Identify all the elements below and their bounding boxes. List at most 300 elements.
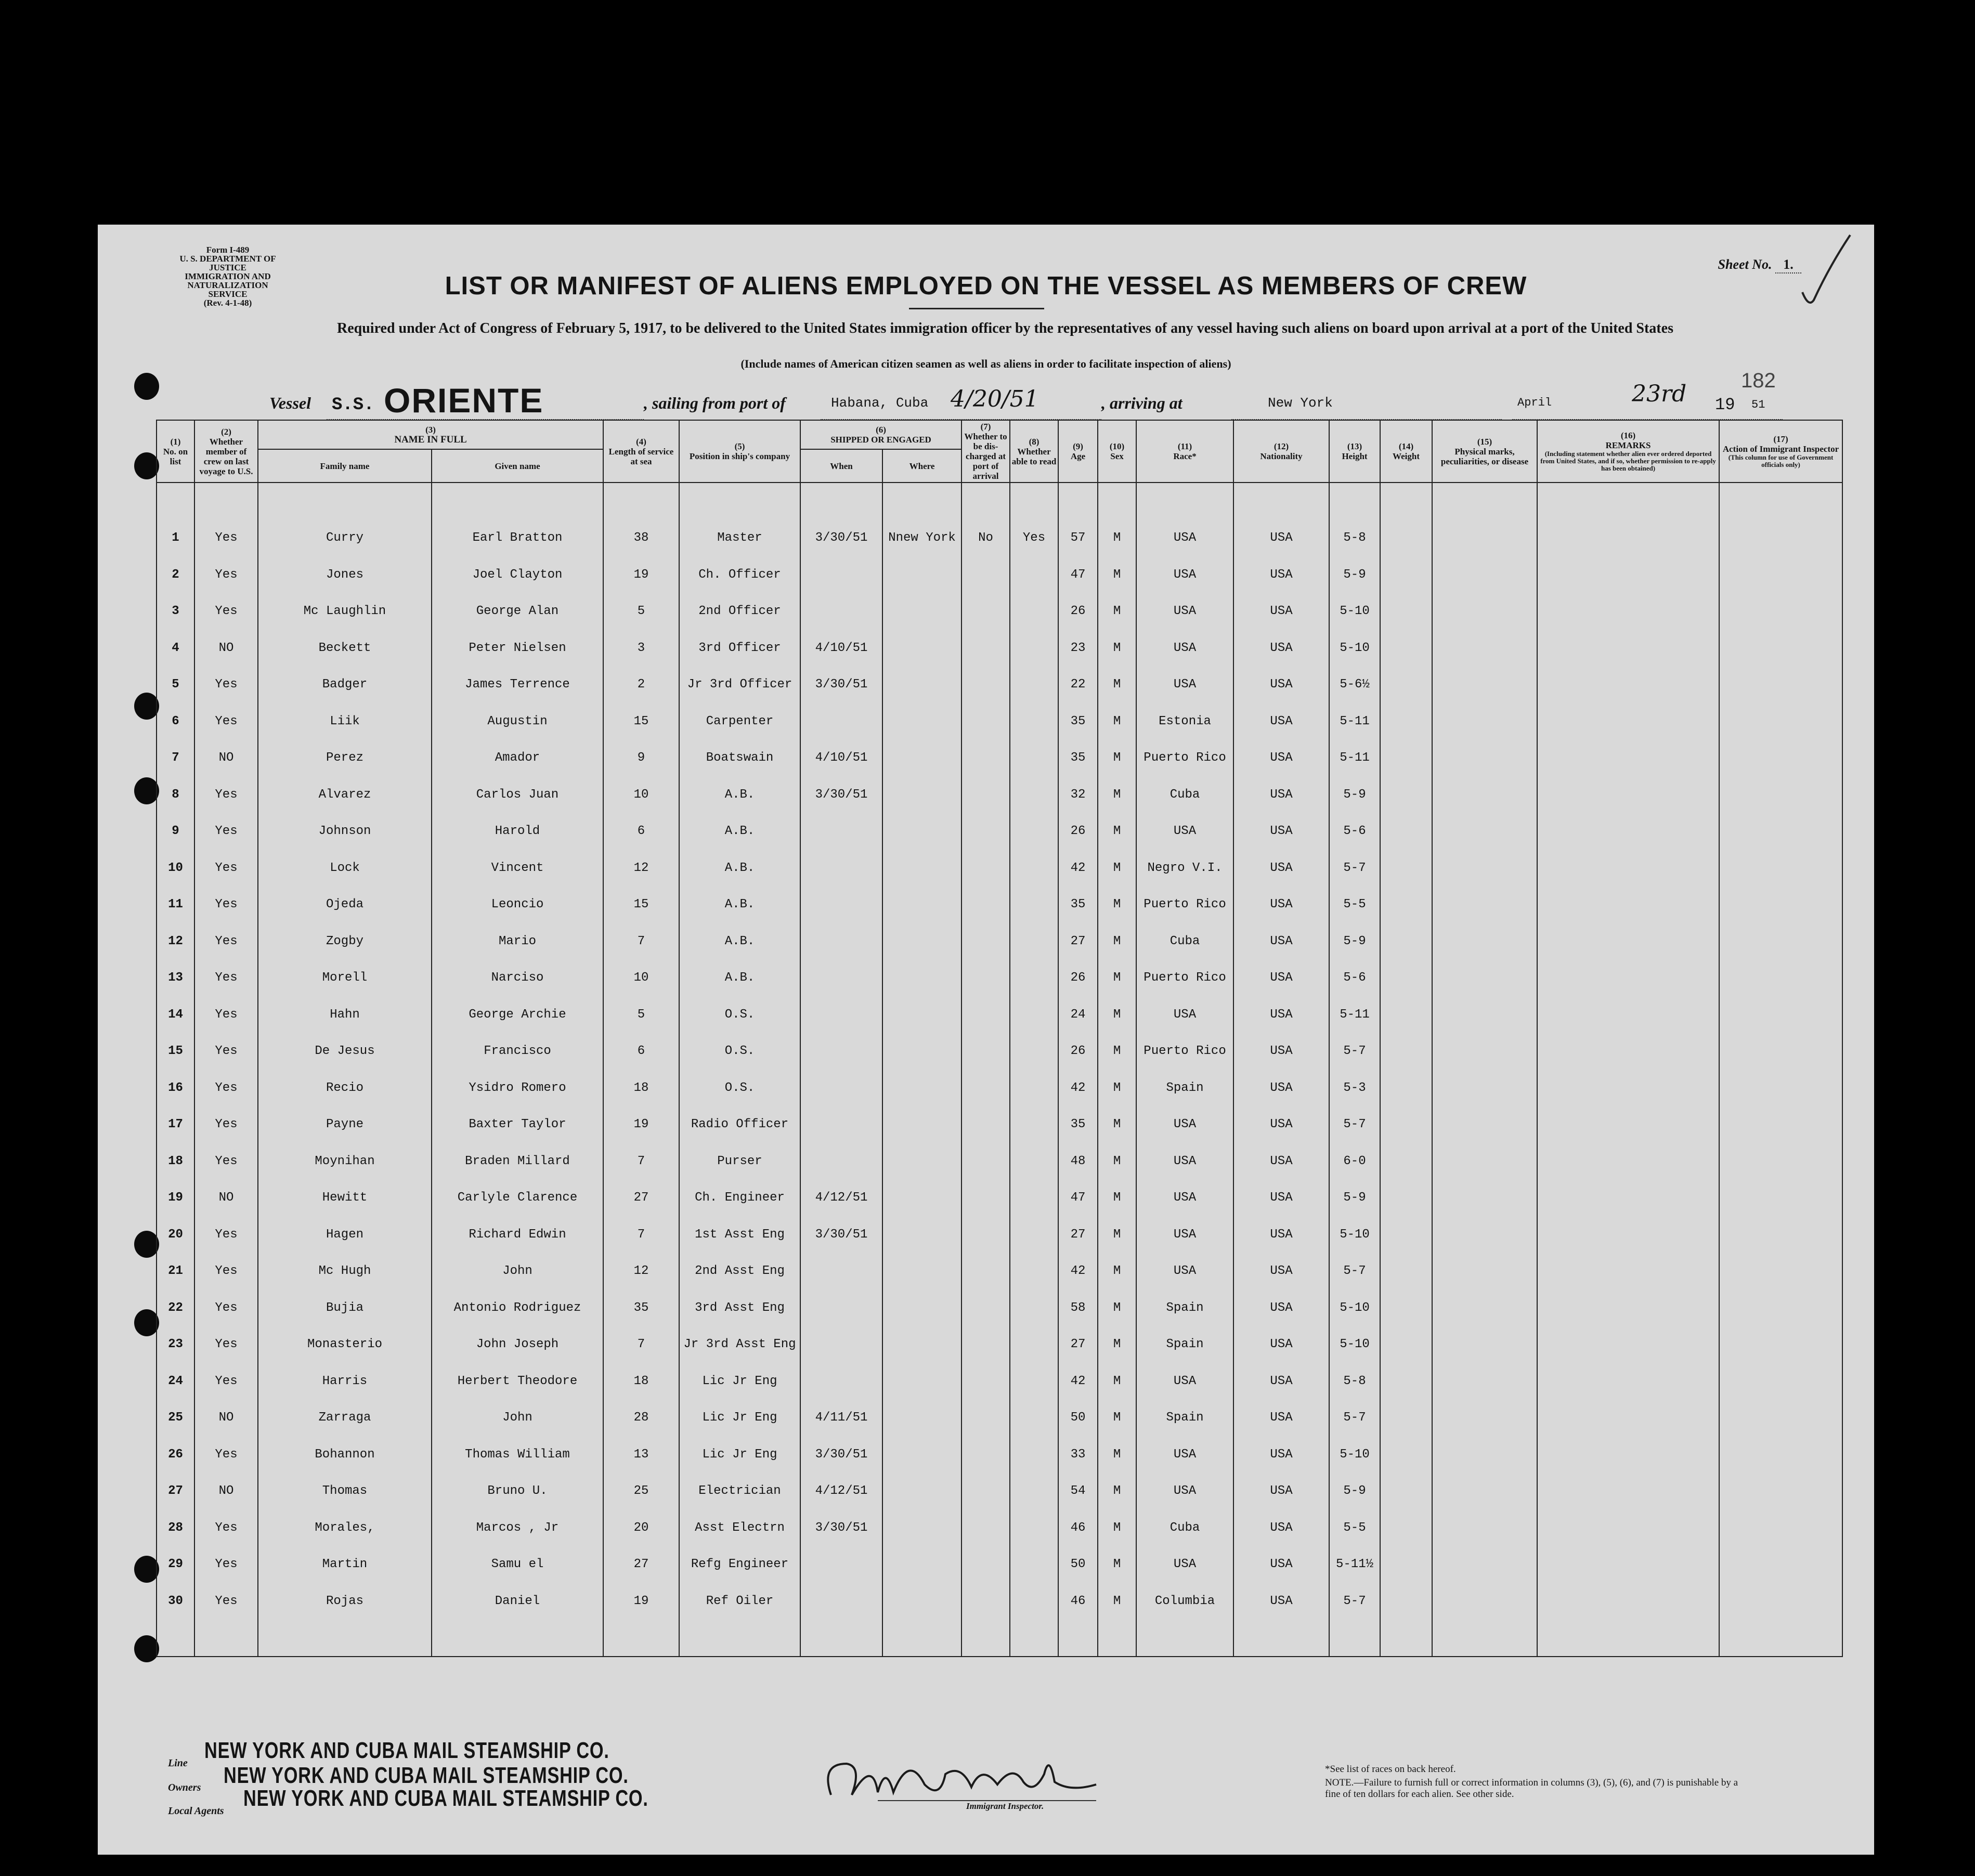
shipped-where-cell xyxy=(882,593,961,630)
service-years-cell: 12 xyxy=(603,850,679,887)
service-years-cell: 6 xyxy=(603,813,679,850)
remarks-cell xyxy=(1537,1546,1719,1583)
height-cell: 5-11 xyxy=(1329,703,1380,740)
height-cell: 5-7 xyxy=(1329,1106,1380,1143)
family-name-cell: Jones xyxy=(258,556,432,593)
shipped-where-cell xyxy=(882,850,961,887)
able-to-read-cell xyxy=(1010,960,1058,997)
last-voyage-cell: Yes xyxy=(194,960,258,997)
table-row xyxy=(157,1180,1842,1217)
shipped-where-cell xyxy=(882,1106,961,1143)
service-years-cell: 10 xyxy=(603,776,679,813)
height-cell: 5-6 xyxy=(1329,960,1380,997)
service-years-cell: 18 xyxy=(603,1070,679,1106)
able-to-read-cell xyxy=(1010,1070,1058,1106)
discharged-cell xyxy=(961,1400,1010,1437)
physical-marks-cell xyxy=(1432,1033,1537,1070)
service-years-cell: 15 xyxy=(603,703,679,740)
last-voyage-cell: Yes xyxy=(194,776,258,813)
shipped-where-cell xyxy=(882,1546,961,1583)
table-row xyxy=(157,1289,1842,1326)
family-name-cell: Hewitt xyxy=(258,1180,432,1217)
family-name-cell: Hahn xyxy=(258,996,432,1033)
able-to-read-cell: Yes xyxy=(1010,520,1058,557)
remarks-cell xyxy=(1537,556,1719,593)
height-cell: 5-7 xyxy=(1329,850,1380,887)
remarks-cell xyxy=(1537,520,1719,557)
discharged-cell xyxy=(961,923,1010,960)
last-voyage-cell: Yes xyxy=(194,556,258,593)
race-note: *See list of races on back hereof. xyxy=(1325,1764,1456,1775)
nationality-cell: USA xyxy=(1233,776,1329,813)
remarks-cell xyxy=(1537,1436,1719,1473)
discharged-cell xyxy=(961,1289,1010,1326)
position-cell: A.B. xyxy=(679,960,800,997)
able-to-read-cell xyxy=(1010,996,1058,1033)
position-cell: Purser xyxy=(679,1143,800,1180)
sex-cell: M xyxy=(1098,996,1136,1033)
able-to-read-cell xyxy=(1010,1509,1058,1546)
race-cell: USA xyxy=(1136,593,1233,630)
table-row xyxy=(157,1546,1842,1583)
given-name-cell: Thomas William xyxy=(432,1436,603,1473)
sex-cell: M xyxy=(1098,1326,1136,1363)
shipped-when-cell xyxy=(800,703,882,740)
shipped-when-cell xyxy=(800,1326,882,1363)
given-name-cell: John xyxy=(432,1253,603,1290)
given-name-cell: Amador xyxy=(432,740,603,777)
family-name-cell: Mc Laughlin xyxy=(258,593,432,630)
sex-cell: M xyxy=(1098,1363,1136,1400)
able-to-read-cell xyxy=(1010,1253,1058,1290)
service-years-cell: 25 xyxy=(603,1473,679,1510)
binder-hole xyxy=(134,1556,159,1583)
family-name-cell: Hagen xyxy=(258,1216,432,1253)
inspector-action-cell xyxy=(1719,813,1842,850)
physical-marks-cell xyxy=(1432,813,1537,850)
row-number-cell: 29 xyxy=(157,1546,194,1583)
position-cell: Ch. Officer xyxy=(679,556,800,593)
service-years-cell: 19 xyxy=(603,1583,679,1620)
weight-cell xyxy=(1380,1143,1432,1180)
table-row xyxy=(157,1436,1842,1473)
table-row xyxy=(157,1473,1842,1510)
remarks-cell xyxy=(1537,1289,1719,1326)
last-voyage-cell: Yes xyxy=(194,1033,258,1070)
last-voyage-cell: Yes xyxy=(194,1289,258,1326)
inspector-action-cell xyxy=(1719,556,1842,593)
race-cell: USA xyxy=(1136,1473,1233,1510)
page-title: LIST OR MANIFEST OF ALIENS EMPLOYED ON THE VESSEL AS MEMBERS OF CREW xyxy=(445,272,1527,300)
age-cell: 54 xyxy=(1058,1473,1098,1510)
remarks-cell xyxy=(1537,1253,1719,1290)
table-row xyxy=(157,1326,1842,1363)
form-revision: (Rev. 4-1-48) xyxy=(203,298,252,308)
sex-cell: M xyxy=(1098,960,1136,997)
col-header-number: (1) No. on list xyxy=(157,420,194,483)
able-to-read-cell xyxy=(1010,887,1058,923)
shipped-when-cell: 4/10/51 xyxy=(800,740,882,777)
race-cell: USA xyxy=(1136,1180,1233,1217)
row-number-cell: 2 xyxy=(157,556,194,593)
table-row xyxy=(157,960,1842,997)
remarks-cell xyxy=(1537,740,1719,777)
service-years-cell: 6 xyxy=(603,1033,679,1070)
row-number-cell: 14 xyxy=(157,996,194,1033)
able-to-read-cell xyxy=(1010,1436,1058,1473)
race-cell: USA xyxy=(1136,1363,1233,1400)
weight-cell xyxy=(1380,556,1432,593)
col-header-family-name: Family name xyxy=(258,449,432,483)
binder-hole xyxy=(134,373,159,400)
row-number-cell: 16 xyxy=(157,1070,194,1106)
sailing-date: 4/20/51 xyxy=(951,386,1039,412)
able-to-read-cell xyxy=(1010,1583,1058,1620)
last-voyage-cell: Yes xyxy=(194,1363,258,1400)
remarks-cell xyxy=(1537,1363,1719,1400)
height-cell: 5-5 xyxy=(1329,1509,1380,1546)
inspector-action-cell xyxy=(1719,740,1842,777)
shipped-when-cell: 4/12/51 xyxy=(800,1180,882,1217)
sex-cell: M xyxy=(1098,1253,1136,1290)
given-name-cell: Carlos Juan xyxy=(432,776,603,813)
age-cell: 32 xyxy=(1058,776,1098,813)
physical-marks-cell xyxy=(1432,996,1537,1033)
remarks-cell xyxy=(1537,776,1719,813)
col-header-shipped: (6) SHIPPED OR ENGAGED xyxy=(800,420,961,449)
remarks-cell xyxy=(1537,1216,1719,1253)
service-years-cell: 2 xyxy=(603,667,679,703)
shipped-when-cell: 4/12/51 xyxy=(800,1473,882,1510)
remarks-cell xyxy=(1537,1070,1719,1106)
inspector-action-cell xyxy=(1719,1546,1842,1583)
position-cell: Asst Electrn xyxy=(679,1509,800,1546)
sex-cell: M xyxy=(1098,776,1136,813)
nationality-cell: USA xyxy=(1233,1033,1329,1070)
sheet-value: 1. xyxy=(1775,257,1801,273)
shipped-where-cell xyxy=(882,1143,961,1180)
row-number-cell: 15 xyxy=(157,1033,194,1070)
family-name-cell: Martin xyxy=(258,1546,432,1583)
weight-cell xyxy=(1380,1216,1432,1253)
row-number-cell: 8 xyxy=(157,776,194,813)
table-row xyxy=(157,813,1842,850)
given-name-cell: Baxter Taylor xyxy=(432,1106,603,1143)
given-name-cell: Earl Bratton xyxy=(432,520,603,557)
age-cell: 48 xyxy=(1058,1143,1098,1180)
arrival-month: April xyxy=(1517,396,1552,409)
race-cell: Negro V.I. xyxy=(1136,850,1233,887)
inspector-action-cell xyxy=(1719,850,1842,887)
sex-cell: M xyxy=(1098,520,1136,557)
given-name-cell: George Archie xyxy=(432,996,603,1033)
voyage-line xyxy=(269,381,1803,422)
race-cell: Cuba xyxy=(1136,776,1233,813)
weight-cell xyxy=(1380,1180,1432,1217)
height-cell: 5-7 xyxy=(1329,1400,1380,1437)
race-cell: Cuba xyxy=(1136,923,1233,960)
race-cell: Cuba xyxy=(1136,1509,1233,1546)
table-row xyxy=(157,1033,1842,1070)
inspector-action-cell xyxy=(1719,1289,1842,1326)
col-header-nationality: (12) Nationality xyxy=(1233,420,1329,483)
age-cell: 42 xyxy=(1058,1363,1098,1400)
last-voyage-cell: Yes xyxy=(194,1326,258,1363)
sex-cell: M xyxy=(1098,813,1136,850)
position-cell: 1st Asst Eng xyxy=(679,1216,800,1253)
discharged-cell xyxy=(961,667,1010,703)
inspector-action-cell xyxy=(1719,1033,1842,1070)
form-number: Form I-489 xyxy=(206,245,250,255)
position-cell: Ref Oiler xyxy=(679,1583,800,1620)
weight-cell xyxy=(1380,667,1432,703)
age-cell: 35 xyxy=(1058,1106,1098,1143)
row-number-cell: 20 xyxy=(157,1216,194,1253)
shipped-when-cell: 4/11/51 xyxy=(800,1400,882,1437)
nationality-cell: USA xyxy=(1233,1436,1329,1473)
family-name-cell: Harris xyxy=(258,1363,432,1400)
given-name-cell: Vincent xyxy=(432,850,603,887)
nationality-cell: USA xyxy=(1233,740,1329,777)
height-cell: 5-10 xyxy=(1329,1326,1380,1363)
weight-cell xyxy=(1380,1546,1432,1583)
inspector-action-cell xyxy=(1719,1143,1842,1180)
race-cell: USA xyxy=(1136,630,1233,667)
table-row xyxy=(157,703,1842,740)
age-cell: 24 xyxy=(1058,996,1098,1033)
remarks-cell xyxy=(1537,1326,1719,1363)
family-name-cell: Liik xyxy=(258,703,432,740)
last-voyage-cell: Yes xyxy=(194,887,258,923)
remarks-cell xyxy=(1537,593,1719,630)
shipped-where-cell xyxy=(882,1473,961,1510)
line-stamp: NEW YORK AND CUBA MAIL STEAMSHIP CO. xyxy=(204,1738,609,1763)
height-cell: 5-9 xyxy=(1329,776,1380,813)
physical-marks-cell xyxy=(1432,520,1537,557)
discharged-cell xyxy=(961,1106,1010,1143)
shipped-when-cell: 3/30/51 xyxy=(800,776,882,813)
family-name-cell: De Jesus xyxy=(258,1033,432,1070)
family-name-cell: Morales, xyxy=(258,1509,432,1546)
weight-cell xyxy=(1380,1363,1432,1400)
age-cell: 26 xyxy=(1058,593,1098,630)
height-cell: 5-7 xyxy=(1329,1253,1380,1290)
age-cell: 33 xyxy=(1058,1436,1098,1473)
shipped-when-cell: 3/30/51 xyxy=(800,1216,882,1253)
sex-cell: M xyxy=(1098,740,1136,777)
last-voyage-cell: Yes xyxy=(194,667,258,703)
remarks-cell xyxy=(1537,813,1719,850)
able-to-read-cell xyxy=(1010,556,1058,593)
height-cell: 5-11 xyxy=(1329,740,1380,777)
col-header-when: When xyxy=(800,449,882,483)
nationality-cell: USA xyxy=(1233,887,1329,923)
age-cell: 22 xyxy=(1058,667,1098,703)
able-to-read-cell xyxy=(1010,1033,1058,1070)
page-number: 182 xyxy=(1741,369,1776,392)
shipped-when-cell: 3/30/51 xyxy=(800,520,882,557)
weight-cell xyxy=(1380,1033,1432,1070)
table-row xyxy=(157,923,1842,960)
nationality-cell: USA xyxy=(1233,1216,1329,1253)
height-cell: 5-6 xyxy=(1329,813,1380,850)
col-header-race: (11) Race* xyxy=(1136,420,1233,483)
nationality-cell: USA xyxy=(1233,1070,1329,1106)
weight-cell xyxy=(1380,1583,1432,1620)
shipped-when-cell xyxy=(800,887,882,923)
age-cell: 58 xyxy=(1058,1289,1098,1326)
service-years-cell: 10 xyxy=(603,960,679,997)
physical-marks-cell xyxy=(1432,667,1537,703)
row-number-cell: 17 xyxy=(157,1106,194,1143)
inspector-action-cell xyxy=(1719,1363,1842,1400)
inspector-action-cell xyxy=(1719,1436,1842,1473)
given-name-cell: Harold xyxy=(432,813,603,850)
weight-cell xyxy=(1380,923,1432,960)
shipped-where-cell xyxy=(882,887,961,923)
able-to-read-cell xyxy=(1010,630,1058,667)
inspector-action-cell xyxy=(1719,996,1842,1033)
height-cell: 5-11½ xyxy=(1329,1546,1380,1583)
shipped-when-cell xyxy=(800,1289,882,1326)
sex-cell: M xyxy=(1098,1216,1136,1253)
col-header-name: (3) NAME IN FULL xyxy=(258,420,603,449)
able-to-read-cell xyxy=(1010,923,1058,960)
family-name-cell: Moynihan xyxy=(258,1143,432,1180)
inspector-action-cell xyxy=(1719,1326,1842,1363)
race-cell: USA xyxy=(1136,813,1233,850)
row-number-cell: 1 xyxy=(157,520,194,557)
able-to-read-cell xyxy=(1010,1326,1058,1363)
shipped-when-cell xyxy=(800,996,882,1033)
shipped-when-cell xyxy=(800,960,882,997)
service-years-cell: 7 xyxy=(603,1143,679,1180)
table-row xyxy=(157,996,1842,1033)
shipped-where-cell xyxy=(882,703,961,740)
age-cell: 35 xyxy=(1058,887,1098,923)
weight-cell xyxy=(1380,1436,1432,1473)
include-note: (Include names of American citizen seamen as well as aliens in order to facilitate inspection of aliens) xyxy=(740,357,1231,370)
owners-stamp: NEW YORK AND CUBA MAIL STEAMSHIP CO. xyxy=(224,1763,629,1788)
service-years-cell: 35 xyxy=(603,1289,679,1326)
table-row xyxy=(157,776,1842,813)
shipped-where-cell xyxy=(882,960,961,997)
able-to-read-cell xyxy=(1010,593,1058,630)
nationality-cell: USA xyxy=(1233,923,1329,960)
shipped-when-cell xyxy=(800,1583,882,1620)
height-cell: 5-3 xyxy=(1329,1070,1380,1106)
vessel-label: Vessel xyxy=(269,394,311,412)
race-cell: USA xyxy=(1136,1216,1233,1253)
race-cell: Puerto Rico xyxy=(1136,1033,1233,1070)
table-row xyxy=(157,1253,1842,1290)
inspector-action-cell xyxy=(1719,1180,1842,1217)
sex-cell: M xyxy=(1098,667,1136,703)
age-cell: 46 xyxy=(1058,1583,1098,1620)
age-cell: 47 xyxy=(1058,556,1098,593)
year-prefix: 19 xyxy=(1715,395,1735,414)
position-cell: 3rd Officer xyxy=(679,630,800,667)
shipped-when-cell xyxy=(800,1033,882,1070)
nationality-cell: USA xyxy=(1233,1326,1329,1363)
physical-marks-cell xyxy=(1432,776,1537,813)
last-voyage-cell: Yes xyxy=(194,1216,258,1253)
shipped-where-cell xyxy=(882,1253,961,1290)
position-cell: Refg Engineer xyxy=(679,1546,800,1583)
binder-hole xyxy=(134,777,159,804)
table-row xyxy=(157,1363,1842,1400)
race-cell: Spain xyxy=(1136,1400,1233,1437)
physical-marks-cell xyxy=(1432,1289,1537,1326)
able-to-read-cell xyxy=(1010,1106,1058,1143)
shipped-when-cell xyxy=(800,1070,882,1106)
physical-marks-cell xyxy=(1432,630,1537,667)
age-cell: 50 xyxy=(1058,1546,1098,1583)
shipped-when-cell xyxy=(800,1143,882,1180)
given-name-cell: Francisco xyxy=(432,1033,603,1070)
service-years-cell: 13 xyxy=(603,1436,679,1473)
physical-marks-cell xyxy=(1432,1546,1537,1583)
inspector-action-cell xyxy=(1719,667,1842,703)
height-cell: 5-9 xyxy=(1329,1180,1380,1217)
col-header-last-voyage: (2) Whether member of crew on last voyage to U.S. xyxy=(194,420,258,483)
weight-cell xyxy=(1380,1473,1432,1510)
inspector-action-cell xyxy=(1719,1583,1842,1620)
given-name-cell: Ysidro Romero xyxy=(432,1070,603,1106)
physical-marks-cell xyxy=(1432,1436,1537,1473)
age-cell: 35 xyxy=(1058,703,1098,740)
sex-cell: M xyxy=(1098,1106,1136,1143)
discharged-cell xyxy=(961,703,1010,740)
race-cell: Puerto Rico xyxy=(1136,960,1233,997)
physical-marks-cell xyxy=(1432,740,1537,777)
shipped-where-cell xyxy=(882,1033,961,1070)
shipped-where-cell xyxy=(882,630,961,667)
remarks-cell xyxy=(1537,1400,1719,1437)
nationality-cell: USA xyxy=(1233,1253,1329,1290)
weight-cell xyxy=(1380,813,1432,850)
table-row xyxy=(157,1583,1842,1620)
position-cell: Lic Jr Eng xyxy=(679,1363,800,1400)
shipped-when-cell: 3/30/51 xyxy=(800,1509,882,1546)
sex-cell: M xyxy=(1098,1289,1136,1326)
height-cell: 5-10 xyxy=(1329,630,1380,667)
discharged-cell xyxy=(961,813,1010,850)
race-cell: USA xyxy=(1136,1106,1233,1143)
row-number-cell: 12 xyxy=(157,923,194,960)
nationality-cell: USA xyxy=(1233,630,1329,667)
service-years-cell: 19 xyxy=(603,1106,679,1143)
physical-marks-cell xyxy=(1432,850,1537,887)
shipped-where-cell xyxy=(882,1583,961,1620)
nationality-cell: USA xyxy=(1233,1400,1329,1437)
inspector-label: Immigrant Inspector. xyxy=(966,1801,1044,1811)
weight-cell xyxy=(1380,1400,1432,1437)
position-cell: A.B. xyxy=(679,813,800,850)
service-years-cell: 20 xyxy=(603,1509,679,1546)
able-to-read-cell xyxy=(1010,1363,1058,1400)
sex-cell: M xyxy=(1098,1180,1136,1217)
weight-cell xyxy=(1380,1070,1432,1106)
sex-cell: M xyxy=(1098,1583,1136,1620)
discharged-cell xyxy=(961,1143,1010,1180)
able-to-read-cell xyxy=(1010,703,1058,740)
nationality-cell: USA xyxy=(1233,1289,1329,1326)
family-name-cell: Monasterio xyxy=(258,1326,432,1363)
col-header-action: (17) Action of Immigrant Inspector (This column for use of Government officials only) xyxy=(1719,420,1842,483)
penalty-note: NOTE.—Failure to furnish full or correct information in columns (3), (5), (6), and (7) is punishable by a fine of ten dollars for each alien. See other side. xyxy=(1325,1777,1738,1800)
nationality-cell: USA xyxy=(1233,960,1329,997)
